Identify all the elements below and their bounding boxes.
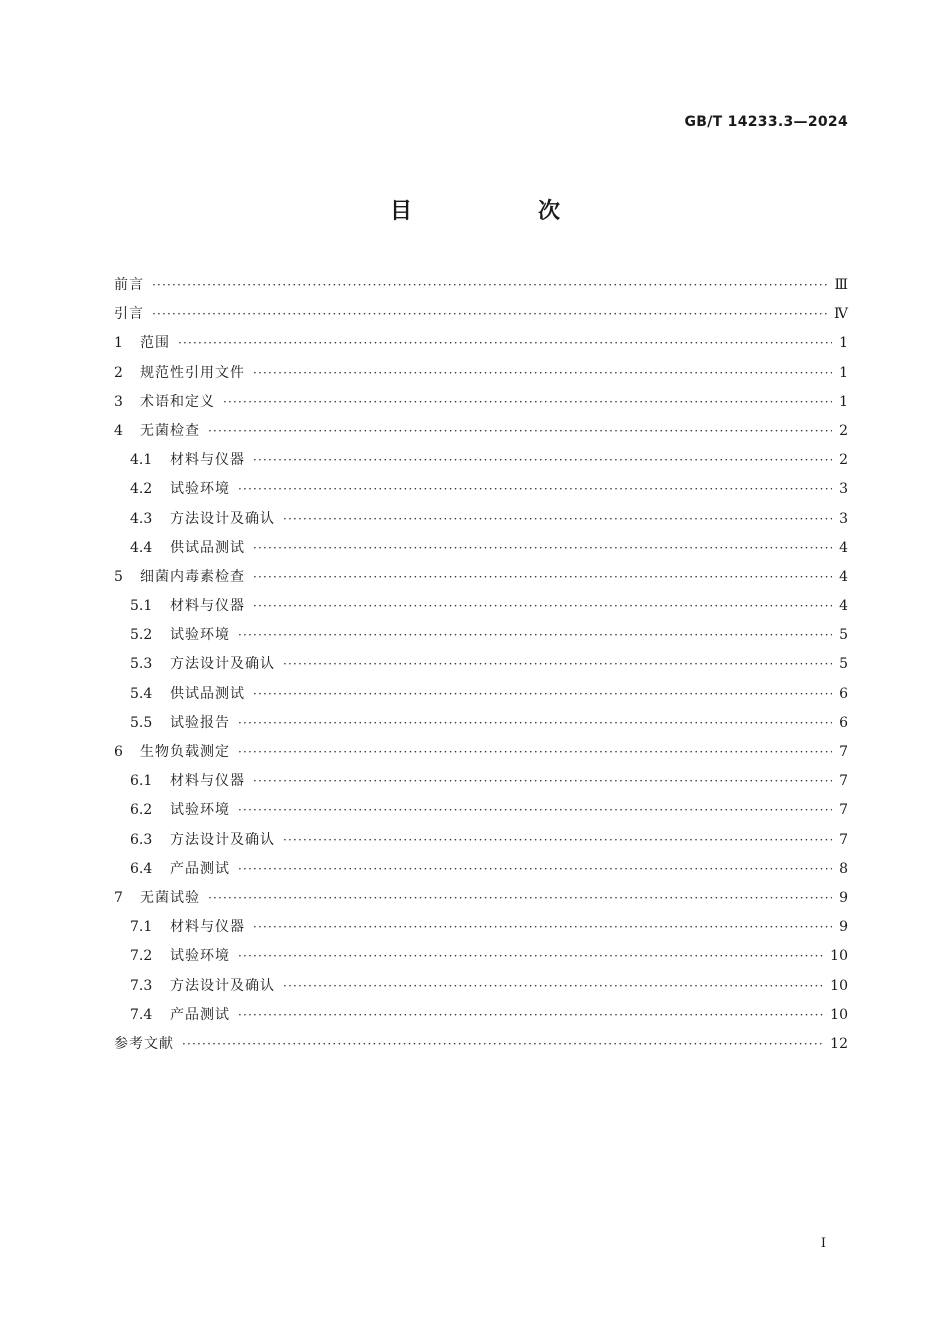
toc-entry[interactable]: [114, 505, 848, 534]
toc-entry-title: 前言: [114, 277, 144, 293]
toc-entry[interactable]: [114, 446, 848, 475]
toc-entry-number: 7.2: [130, 948, 153, 965]
toc-entry-page: 4: [839, 568, 848, 585]
toc-entry[interactable]: [114, 1030, 848, 1059]
toc-entry-page: 1: [839, 393, 848, 410]
toc-entry-page: 5: [839, 656, 848, 673]
toc-entry[interactable]: [114, 592, 848, 621]
toc-entry-title: 产品测试: [170, 1006, 230, 1023]
toc-entry-title: 无菌试验: [140, 889, 200, 906]
toc-entry-page: 1: [839, 335, 848, 352]
toc-entry-number: 4.4: [130, 539, 153, 556]
toc-entry-page: 2: [839, 422, 848, 439]
toc-entry[interactable]: [114, 300, 848, 329]
toc-dot-leader: [253, 592, 832, 621]
toc-entry-number: 7.1: [130, 919, 153, 936]
toc-entry-number: 5: [114, 568, 123, 585]
toc-entry-page: Ⅲ: [834, 277, 848, 293]
toc-entry-title: 方法设计及确认: [170, 510, 275, 527]
toc-entry-page: 6: [839, 714, 848, 731]
toc-entry-title: 生物负载测定: [140, 744, 230, 760]
toc-entry-page: 7: [839, 831, 848, 848]
toc-entry[interactable]: [114, 534, 848, 563]
toc-entry-page: 2: [839, 452, 848, 469]
toc-entry-title: 试验环境: [170, 948, 230, 965]
toc-entry-page: 5: [839, 627, 848, 644]
toc-entry-page: 10: [830, 1006, 848, 1023]
toc-entry-title: 术语和定义: [140, 393, 215, 410]
toc-dot-leader: [182, 1030, 824, 1059]
toc-entry-page: 7: [839, 744, 848, 760]
toc-entry[interactable]: [114, 884, 848, 913]
toc-dot-leader: [253, 446, 832, 475]
toc-entry[interactable]: [114, 913, 848, 942]
toc-entry-number: 5.5: [130, 714, 153, 731]
toc-dot-leader: [238, 1001, 824, 1030]
toc-entry[interactable]: [114, 1001, 848, 1030]
toc-dot-leader: [238, 738, 832, 767]
toc-entry-title: 试验环境: [170, 481, 230, 498]
toc-dot-leader: [152, 300, 828, 329]
toc-dot-leader: [253, 913, 832, 942]
toc-entry[interactable]: [114, 650, 848, 679]
toc-dot-leader: [283, 505, 832, 534]
toc-entry[interactable]: [114, 680, 848, 709]
toc-entry-number: 6.1: [130, 773, 153, 790]
toc-entry[interactable]: [114, 621, 848, 650]
toc-dot-leader: [238, 942, 824, 971]
toc-dot-leader: [238, 796, 832, 825]
toc-entry-title: 试验环境: [170, 802, 230, 819]
toc-entry-title: 细菌内毒素检查: [140, 568, 245, 585]
toc-entry-number: 5.4: [130, 685, 153, 702]
toc-dot-leader: [238, 475, 832, 504]
page-number: I: [820, 1236, 826, 1251]
toc-entry-title: 规范性引用文件: [140, 364, 245, 381]
toc-entry[interactable]: [114, 942, 848, 971]
toc-entry-title: 材料与仪器: [170, 452, 245, 469]
toc-entry[interactable]: [114, 972, 848, 1001]
toc-entry[interactable]: [114, 359, 848, 388]
toc-entry-page: 10: [830, 977, 848, 994]
toc-entry-title: 范围: [140, 335, 170, 352]
toc-entry-page: 12: [830, 1035, 848, 1052]
toc-dot-leader: [208, 884, 832, 913]
toc-dot-leader: [152, 271, 828, 300]
toc-dot-leader: [283, 650, 832, 679]
toc-dot-leader: [253, 680, 832, 709]
toc-entry-number: 4.2: [130, 481, 153, 498]
toc-entry-page: 7: [839, 802, 848, 819]
toc-dot-leader: [238, 621, 832, 650]
toc-entry[interactable]: [114, 796, 848, 825]
toc-entry-title: 材料与仪器: [170, 919, 245, 936]
toc-entry-page: 7: [839, 773, 848, 790]
toc-entry-title: 参考文献: [114, 1035, 174, 1052]
toc-entry-title: 方法设计及确认: [170, 656, 275, 673]
toc-entry[interactable]: [114, 417, 848, 446]
toc-dot-leader: [253, 563, 832, 592]
toc-entry[interactable]: [114, 767, 848, 796]
toc-dot-leader: [178, 329, 832, 358]
toc-dot-leader: [253, 534, 832, 563]
toc-entry-number: 7.3: [130, 977, 153, 994]
toc-entry-number: 7: [114, 889, 123, 906]
toc-entry-page: 3: [839, 510, 848, 527]
toc-entry-number: 5.3: [130, 656, 153, 673]
table-of-contents: [114, 271, 848, 1059]
toc-dot-leader: [208, 417, 832, 446]
toc-entry-title: 供试品测试: [170, 685, 245, 702]
toc-dot-leader: [223, 388, 832, 417]
toc-entry-number: 6: [114, 744, 123, 760]
toc-entry-number: 4.3: [130, 510, 153, 527]
toc-entry-page: 4: [839, 539, 848, 556]
toc-entry-page: 1: [839, 364, 848, 381]
toc-entry-page: Ⅳ: [834, 306, 848, 323]
toc-entry-number: 5.2: [130, 627, 153, 644]
toc-dot-leader: [238, 855, 832, 884]
toc-entry-title: 方法设计及确认: [170, 831, 275, 848]
toc-entry-title: 无菌检查: [140, 422, 200, 439]
toc-entry-number: 4: [114, 422, 123, 439]
toc-entry-number: 6.2: [130, 802, 153, 819]
toc-entry-title: 材料与仪器: [170, 598, 245, 615]
toc-entry-page: 6: [839, 685, 848, 702]
toc-entry-page: 8: [839, 860, 848, 877]
toc-entry-number: 7.4: [130, 1006, 153, 1023]
toc-entry[interactable]: [114, 388, 848, 417]
standard-code: GB/T 14233.3—2024: [684, 114, 848, 130]
page-title: 目 次: [389, 199, 612, 224]
toc-entry-page: 10: [830, 948, 848, 965]
toc-dot-leader: [238, 709, 832, 738]
toc-entry[interactable]: [114, 271, 848, 300]
toc-dot-leader: [253, 359, 832, 388]
toc-entry[interactable]: [114, 475, 848, 504]
toc-entry-number: 3: [114, 393, 123, 410]
toc-entry-page: 3: [839, 481, 848, 498]
toc-entry-title: 试验报告: [170, 714, 230, 731]
toc-entry-page: 4: [839, 598, 848, 615]
toc-entry-number: 4.1: [130, 452, 153, 469]
toc-entry-number: 1: [114, 335, 123, 352]
toc-dot-leader: [283, 972, 824, 1001]
toc-entry-title: 材料与仪器: [170, 773, 245, 790]
toc-entry[interactable]: [114, 709, 848, 738]
toc-entry-title: 方法设计及确认: [170, 977, 275, 994]
toc-entry-number: 6.4: [130, 860, 153, 877]
toc-dot-leader: [253, 767, 832, 796]
toc-entry-page: 9: [839, 889, 848, 906]
toc-entry-number: 2: [114, 364, 123, 381]
toc-entry-title: 引言: [114, 306, 144, 323]
toc-entry[interactable]: [114, 826, 848, 855]
toc-entry-number: 5.1: [130, 598, 153, 615]
toc-entry[interactable]: [114, 329, 848, 358]
toc-dot-leader: [283, 826, 832, 855]
toc-entry[interactable]: [114, 855, 848, 884]
toc-entry-title: 产品测试: [170, 860, 230, 877]
toc-entry[interactable]: [114, 738, 848, 767]
toc-entry-title: 试验环境: [170, 627, 230, 644]
toc-entry-title: 供试品测试: [170, 539, 245, 556]
toc-entry-number: 6.3: [130, 831, 153, 848]
toc-entry[interactable]: [114, 563, 848, 592]
toc-entry-page: 9: [839, 919, 848, 936]
